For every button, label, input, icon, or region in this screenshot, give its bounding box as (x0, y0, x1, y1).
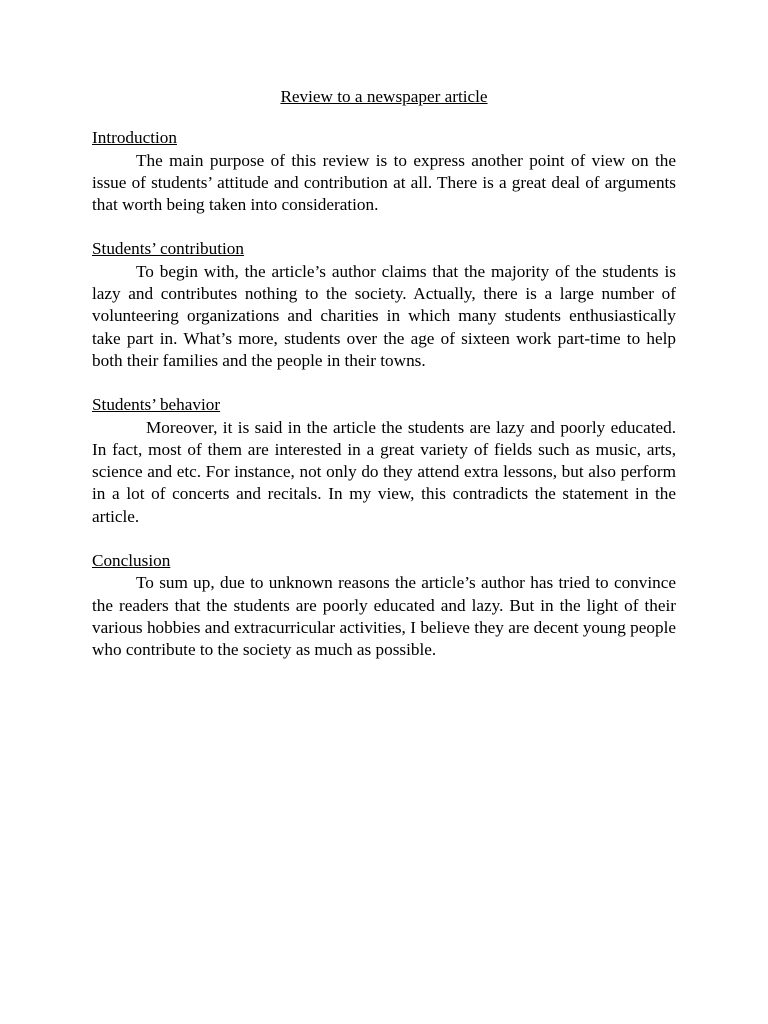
section-introduction (92, 127, 676, 216)
section-students-contribution (92, 238, 676, 372)
document-title: Review to a newspaper article (280, 87, 488, 106)
section-body-students-contribution: To begin with, the article’s author claims that the majority of the students is lazy and contributes nothing to the society. Actually, there is a large number of volunteering organizations and charities in which many students enthusiastically take part in. What’s more, students over the age of sixteen work part-time to help both their families and the people in their towns. (92, 261, 676, 370)
section-heading-conclusion: Conclusion (92, 551, 171, 571)
section-body-introduction: The main purpose of this review is to express another point of view on the issue of students’ attitude and contribution at all. There is a great deal of arguments that worth being taken into consideration. (92, 150, 676, 215)
section-body-students-behavior: Moreover, it is said in the article the students are lazy and poorly educated. In fact, most of them are interested in a great variety of fields such as music, arts, science and etc. For instance, not only do they attend extra lessons, but also perform in a lot of concerts and recitals. In my view, this contradicts the statement in the article. (92, 417, 676, 526)
section-body-conclusion: To sum up, due to unknown reasons the article’s author has tried to convince the readers that the students are poorly educated and lazy. But in the light of their various hobbies and extracurricular activities, I believe they are decent young people who contribute to the society as much as possible. (92, 573, 676, 660)
section-heading-introduction: Introduction (92, 128, 177, 148)
section-conclusion (92, 550, 676, 661)
section-heading-students-behavior: Students’ behavior (92, 395, 221, 415)
section-heading-students-contribution: Students’ contribution (92, 239, 244, 259)
document-page (92, 86, 676, 684)
section-students-behavior (92, 394, 676, 528)
